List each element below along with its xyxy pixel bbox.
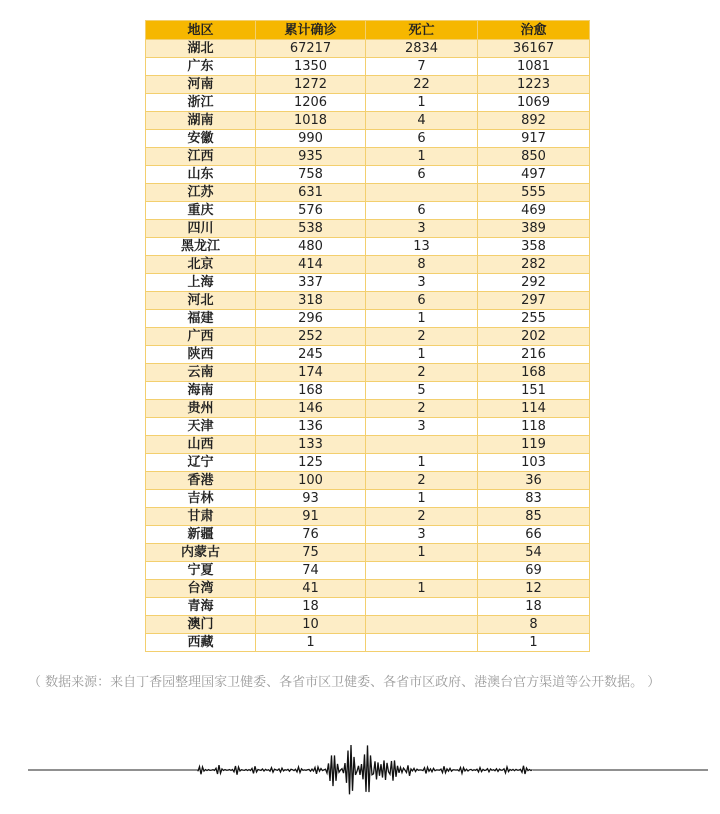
cell-region: 广西 [146,328,256,346]
cell-deaths: 13 [366,238,478,256]
cell-deaths: 1 [366,346,478,364]
table-row [146,94,590,112]
cell-confirmed: 1272 [256,76,366,94]
cell-recovered: 119 [478,436,590,454]
cell-deaths: 6 [366,202,478,220]
cell-deaths: 6 [366,292,478,310]
cell-region: 甘肃 [146,508,256,526]
cell-confirmed: 1350 [256,58,366,76]
cell-recovered: 66 [478,526,590,544]
table-row [146,40,590,58]
cell-confirmed: 133 [256,436,366,454]
cell-deaths: 22 [366,76,478,94]
table-row [146,508,590,526]
header-deaths: 死亡 [366,21,478,40]
cell-deaths: 2 [366,364,478,382]
cell-recovered: 892 [478,112,590,130]
table-row [146,400,590,418]
cell-recovered: 8 [478,616,590,634]
cell-confirmed: 296 [256,310,366,328]
table-row [146,58,590,76]
cell-region: 江苏 [146,184,256,202]
table-header-row [146,21,590,40]
cell-region: 台湾 [146,580,256,598]
table-row [146,112,590,130]
cell-deaths: 2 [366,328,478,346]
table-row [146,382,590,400]
cell-recovered: 202 [478,328,590,346]
cell-region: 北京 [146,256,256,274]
cell-region: 内蒙古 [146,544,256,562]
cell-deaths: 1 [366,544,478,562]
cell-recovered: 118 [478,418,590,436]
cell-recovered: 297 [478,292,590,310]
cell-deaths: 2834 [366,40,478,58]
cell-confirmed: 1018 [256,112,366,130]
cell-confirmed: 631 [256,184,366,202]
table-row [146,274,590,292]
cell-confirmed: 576 [256,202,366,220]
cell-recovered: 497 [478,166,590,184]
table-row [146,310,590,328]
cell-deaths [366,436,478,454]
table-row [146,292,590,310]
cell-region: 海南 [146,382,256,400]
table-row [146,526,590,544]
cell-confirmed: 74 [256,562,366,580]
cell-recovered: 1069 [478,94,590,112]
cell-recovered: 469 [478,202,590,220]
cell-confirmed: 91 [256,508,366,526]
cell-deaths: 8 [366,256,478,274]
table-row [146,184,590,202]
cell-deaths: 1 [366,454,478,472]
cell-recovered: 555 [478,184,590,202]
cell-deaths: 2 [366,508,478,526]
cell-deaths [366,634,478,652]
cell-recovered: 151 [478,382,590,400]
cell-recovered: 18 [478,598,590,616]
cell-recovered: 168 [478,364,590,382]
cell-confirmed: 10 [256,616,366,634]
cell-region: 云南 [146,364,256,382]
cell-region: 福建 [146,310,256,328]
cell-deaths: 7 [366,58,478,76]
cell-confirmed: 75 [256,544,366,562]
cell-region: 四川 [146,220,256,238]
cell-recovered: 292 [478,274,590,292]
cell-confirmed: 67217 [256,40,366,58]
cell-recovered: 54 [478,544,590,562]
cell-region: 黑龙江 [146,238,256,256]
cell-region: 浙江 [146,94,256,112]
cell-confirmed: 146 [256,400,366,418]
cell-recovered: 255 [478,310,590,328]
cell-region: 山东 [146,166,256,184]
cell-confirmed: 93 [256,490,366,508]
cell-confirmed: 758 [256,166,366,184]
cell-confirmed: 100 [256,472,366,490]
cell-recovered: 1223 [478,76,590,94]
waveform-divider-icon [28,730,708,810]
cell-confirmed: 125 [256,454,366,472]
cell-recovered: 1081 [478,58,590,76]
table-row [146,328,590,346]
cell-recovered: 850 [478,148,590,166]
cell-deaths: 5 [366,382,478,400]
table-row [146,634,590,652]
table-row [146,238,590,256]
cell-deaths [366,562,478,580]
cell-deaths: 1 [366,310,478,328]
cell-region: 青海 [146,598,256,616]
cell-confirmed: 41 [256,580,366,598]
cell-region: 江西 [146,148,256,166]
cell-region: 陕西 [146,346,256,364]
cell-recovered: 85 [478,508,590,526]
cell-confirmed: 538 [256,220,366,238]
cell-deaths: 1 [366,94,478,112]
table-row [146,598,590,616]
table-row [146,346,590,364]
cell-recovered: 917 [478,130,590,148]
cell-deaths: 3 [366,274,478,292]
cell-recovered: 36 [478,472,590,490]
table-row [146,256,590,274]
cell-deaths: 6 [366,130,478,148]
table-row [146,166,590,184]
cell-deaths: 2 [366,472,478,490]
table-row [146,364,590,382]
cell-confirmed: 136 [256,418,366,436]
table-row [146,130,590,148]
cell-region: 吉林 [146,490,256,508]
cell-deaths: 3 [366,418,478,436]
cell-recovered: 216 [478,346,590,364]
cell-confirmed: 18 [256,598,366,616]
cell-deaths: 2 [366,400,478,418]
cell-region: 山西 [146,436,256,454]
cell-recovered: 114 [478,400,590,418]
table-row [146,418,590,436]
cell-recovered: 36167 [478,40,590,58]
header-region: 地区 [146,21,256,40]
cell-recovered: 389 [478,220,590,238]
cell-recovered: 282 [478,256,590,274]
cell-confirmed: 252 [256,328,366,346]
header-recovered: 治愈 [478,21,590,40]
cell-confirmed: 480 [256,238,366,256]
cell-confirmed: 337 [256,274,366,292]
cell-region: 天津 [146,418,256,436]
cell-confirmed: 935 [256,148,366,166]
table-row [146,562,590,580]
cell-confirmed: 1 [256,634,366,652]
cell-deaths: 1 [366,490,478,508]
table-row [146,148,590,166]
cell-region: 湖北 [146,40,256,58]
cell-region: 辽宁 [146,454,256,472]
cell-region: 宁夏 [146,562,256,580]
cell-deaths: 1 [366,580,478,598]
cell-deaths: 6 [366,166,478,184]
cell-region: 澳门 [146,616,256,634]
table-row [146,580,590,598]
cell-recovered: 103 [478,454,590,472]
cell-region: 河北 [146,292,256,310]
data-source-note: （ 数据来源：来自丁香园整理国家卫健委、各省市区卫健委、各省市区政府、港澳台官方渠道等公开数据。 ） [28,675,661,690]
cell-region: 西藏 [146,634,256,652]
table-row [146,490,590,508]
cell-region: 新疆 [146,526,256,544]
cell-region: 湖南 [146,112,256,130]
table-row [146,616,590,634]
cell-region: 安徽 [146,130,256,148]
cell-region: 香港 [146,472,256,490]
cell-confirmed: 1206 [256,94,366,112]
cell-region: 河南 [146,76,256,94]
cell-recovered: 1 [478,634,590,652]
cell-region: 重庆 [146,202,256,220]
table-row [146,220,590,238]
header-confirmed: 累计确诊 [256,21,366,40]
table-row [146,76,590,94]
cell-confirmed: 76 [256,526,366,544]
cell-confirmed: 318 [256,292,366,310]
table-row [146,472,590,490]
epidemic-data-table [145,20,590,652]
cell-deaths: 3 [366,220,478,238]
cell-confirmed: 414 [256,256,366,274]
cell-region: 贵州 [146,400,256,418]
cell-confirmed: 174 [256,364,366,382]
cell-deaths: 3 [366,526,478,544]
cell-deaths [366,184,478,202]
cell-deaths [366,598,478,616]
cell-confirmed: 245 [256,346,366,364]
cell-confirmed: 168 [256,382,366,400]
table-row [146,436,590,454]
cell-confirmed: 990 [256,130,366,148]
table-row [146,544,590,562]
cell-recovered: 69 [478,562,590,580]
cell-recovered: 12 [478,580,590,598]
table-row [146,202,590,220]
cell-deaths: 1 [366,148,478,166]
cell-deaths [366,616,478,634]
cell-recovered: 83 [478,490,590,508]
table-row [146,454,590,472]
cell-deaths: 4 [366,112,478,130]
cell-recovered: 358 [478,238,590,256]
cell-region: 上海 [146,274,256,292]
cell-region: 广东 [146,58,256,76]
